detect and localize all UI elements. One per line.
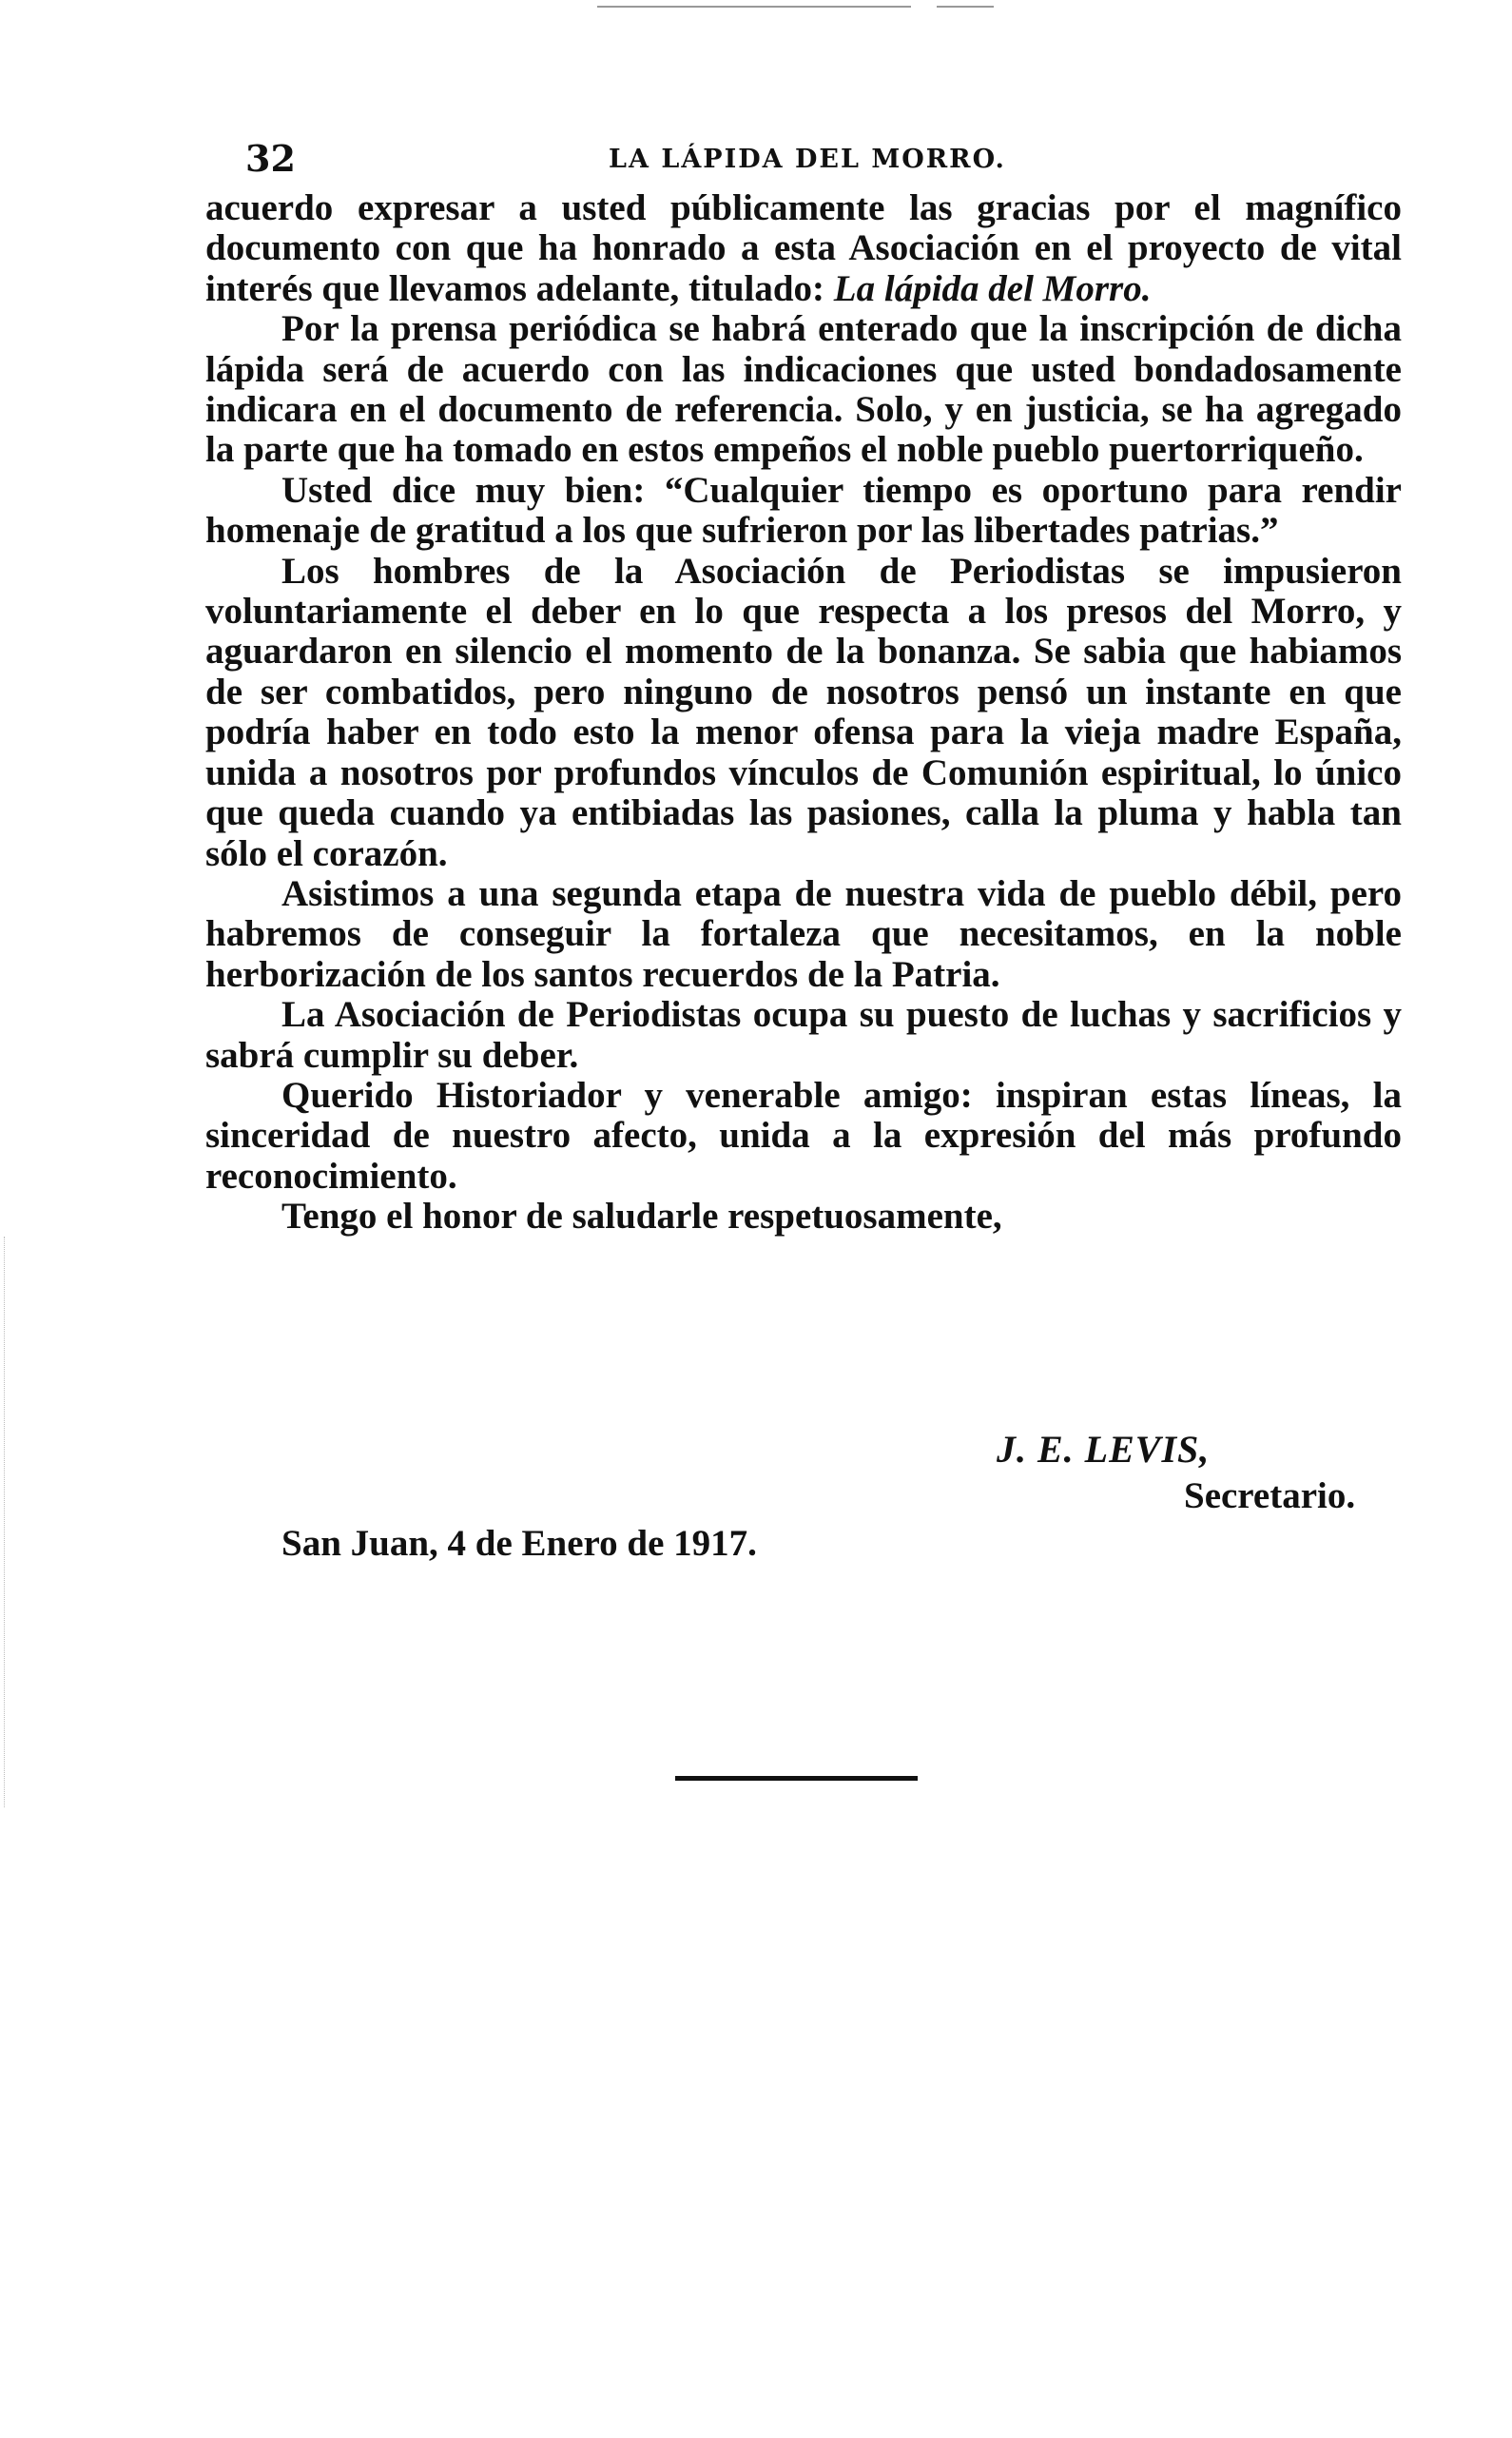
paragraph-1 bbox=[205, 188, 1402, 309]
paragraph-6: La Asociación de Periodistas ocupa su puesto de luchas y sacrificios y sabrá cumplir su deber. bbox=[205, 994, 1402, 1076]
paragraph-8-closing: Tengo el honor de saludarle respetuosamente, bbox=[281, 1196, 1002, 1238]
section-divider-rule bbox=[675, 1776, 918, 1781]
paragraph-3: Usted dice muy bien: “Cualquier tiempo es oportuno para rendir homenaje de gratitud a los que sufrieron por las libertades patrias.” bbox=[205, 469, 1402, 552]
document-title: La lápida del Morro. bbox=[833, 267, 1152, 309]
paragraph-7: Querido Historiador y venerable amigo: inspiran estas líneas, la sinceridad de nuestro afecto, unida a la expresión del más profundo reconocimiento. bbox=[205, 1074, 1402, 1197]
running-head: LA LÁPIDA DEL MORRO. bbox=[609, 145, 1006, 174]
place-date: San Juan, 4 de Enero de 1917. bbox=[281, 1523, 757, 1564]
page-number: 32 bbox=[245, 137, 296, 180]
paragraph-1-text: acuerdo expresar a usted públicamente las gracias por el magnífico documento con que ha honrado a esta Asociación en el proyecto de vital interés que llevamos adelante, titulado: bbox=[205, 187, 1402, 309]
paragraph-2: Por la prensa periódica se habrá enterado que la inscripción de dicha lápida será de acuerdo con las indicaciones que usted bondadosamente indicara en el documento de referencia. Solo, y en justicia, se ha agregado la parte que ha tomado en estos empeños el noble pueblo puertorriqueño. bbox=[205, 308, 1402, 471]
letter-body bbox=[205, 188, 1402, 1238]
page-header bbox=[228, 137, 1398, 180]
scan-top-line-short bbox=[937, 6, 994, 8]
paragraph-5: Asistimos a una segunda etapa de nuestra vida de pueblo débil, pero habremos de conseguir la fortaleza que necesitamos, en la noble herborización de los santos recuerdos de la Patria. bbox=[205, 872, 1402, 995]
signature-title: Secretario. bbox=[1184, 1475, 1356, 1516]
paragraph-4: Los hombres de la Asociación de Periodistas se impusieron voluntariamente el deber en lo que respecta a los presos del Morro, y aguardaron en silencio el momento de la bonanza. Se sabia que habiamos de ser combatidos, pero ninguno de nosotros pensó un instante en que podría haber en todo esto la menor ofensa para la vieja madre España, unida a nosotros por profundos vínculos de Comunión espiritual, lo único que queda cuando ya entibiadas las pasiones, calla la pluma y habla tan sólo el corazón. bbox=[205, 550, 1402, 874]
scan-edge-marks bbox=[4, 1237, 8, 1807]
signature-name: J. E. LEVIS, bbox=[997, 1428, 1211, 1471]
scan-top-line bbox=[597, 6, 911, 8]
